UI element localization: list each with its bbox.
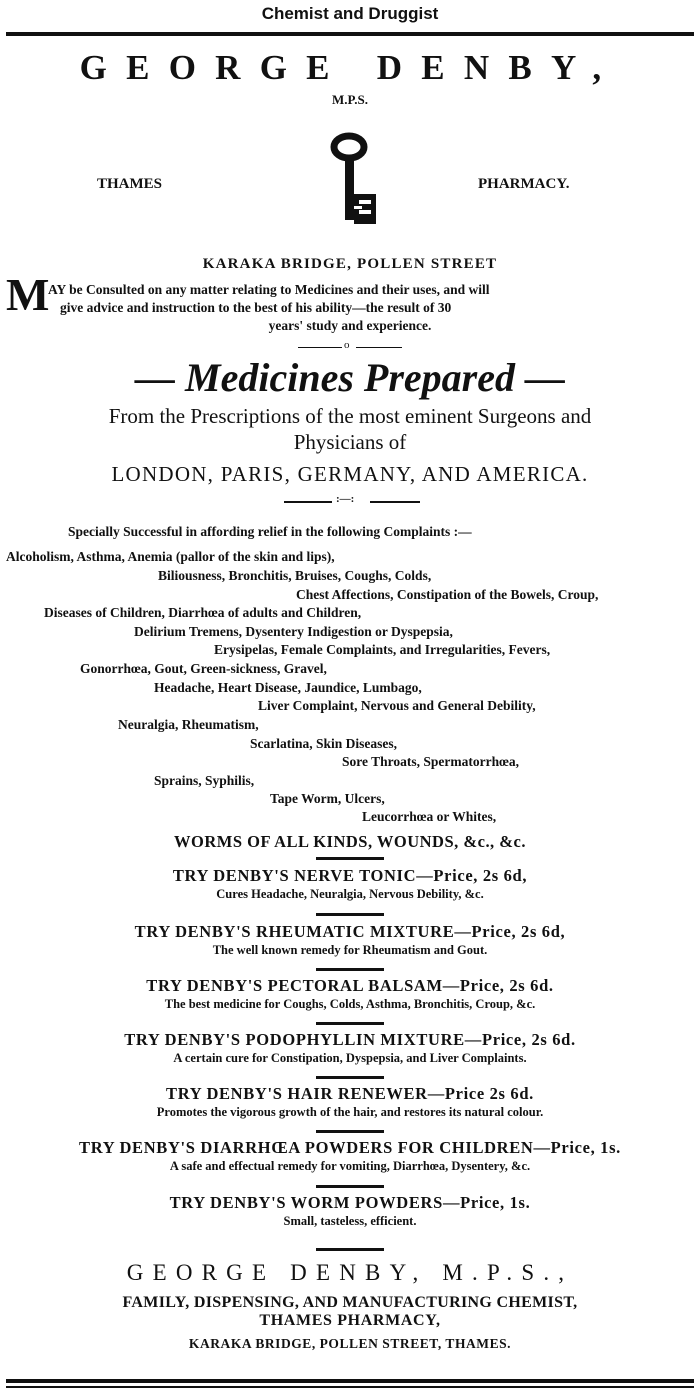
intro-line-2: give advice and instruction to the best of his ability—the result of 30 xyxy=(60,300,452,315)
bottom-rule-thick xyxy=(6,1379,694,1383)
product-title: TRY DENBY'S NERVE TONIC—Price, 2s 6d, xyxy=(172,866,528,885)
product-description: Small, tasteless, efficient. xyxy=(283,1214,417,1228)
complaint-item: Erysipelas, Female Complaints, and Irregularities, Fevers, xyxy=(214,642,551,657)
footer-line-2: THAMES PHARMACY, xyxy=(259,1312,441,1329)
top-rule xyxy=(6,32,694,36)
product-podophyllin-mixture xyxy=(0,1030,700,1066)
divider xyxy=(316,1022,384,1025)
product-description: A certain cure for Constipation, Dyspepsia, and Liver Complaints. xyxy=(173,1051,527,1065)
prescriptions-line-2: Physicians of xyxy=(293,430,407,454)
product-description: The best medicine for Coughs, Colds, Asthma, Bronchitis, Croup, &c. xyxy=(164,997,536,1011)
proprietor-name: GEORGE DENBY, xyxy=(79,48,621,87)
complaint-item: Diseases of Children, Diarrhœa of adults and Children, xyxy=(44,605,362,620)
divider-colon: :—: xyxy=(284,494,420,508)
medicines-prepared-heading: — Medicines Prepared — xyxy=(135,355,565,400)
drop-cap: M xyxy=(6,269,50,320)
product-pectoral-balsam xyxy=(0,976,700,1012)
complaint-item: Sprains, Syphilis, xyxy=(154,773,255,788)
product-title: TRY DENBY'S PECTORAL BALSAM—Price, 2s 6d. xyxy=(146,976,554,995)
bottom-rule-thin xyxy=(6,1386,694,1388)
product-diarrhoea-powders xyxy=(0,1138,700,1174)
divider xyxy=(316,1185,384,1188)
credential: M.P.S. xyxy=(332,92,368,107)
cities-line: LONDON, PARIS, GERMANY, AND AMERICA. xyxy=(111,462,589,486)
complaints-closing: WORMS OF ALL KINDS, WOUNDS, &c., &c. xyxy=(174,832,526,851)
divider xyxy=(316,1248,384,1251)
complaint-item: Biliousness, Bronchitis, Bruises, Coughs, Colds, xyxy=(158,568,432,583)
complaints-intro: Specially Successful in affording relief in the following Complaints :— xyxy=(68,524,472,539)
complaint-item: Gonorrhœa, Gout, Green-sickness, Gravel, xyxy=(80,661,327,676)
product-description: Promotes the vigorous growth of the hair, and restores its natural colour. xyxy=(156,1105,544,1119)
pharmacy-label: PHARMACY. xyxy=(478,176,570,192)
product-description: Cures Headache, Neuralgia, Nervous Debility, &c. xyxy=(216,887,484,901)
footer-line-3: KARAKA BRIDGE, POLLEN STREET, THAMES. xyxy=(188,1336,512,1351)
product-title: TRY DENBY'S RHEUMATIC MIXTURE—Price, 2s 6d, xyxy=(134,922,566,941)
product-rheumatic-mixture xyxy=(0,922,700,958)
divider xyxy=(316,968,384,971)
divider xyxy=(316,913,384,916)
product-title: TRY DENBY'S PODOPHYLLIN MIXTURE—Price, 2s 6d. xyxy=(124,1030,576,1049)
address-line: KARAKA BRIDGE, POLLEN STREET xyxy=(202,256,498,272)
complaint-item: Liver Complaint, Nervous and General Debility, xyxy=(258,698,536,713)
product-title: TRY DENBY'S HAIR RENEWER—Price 2s 6d. xyxy=(166,1084,534,1103)
product-title: TRY DENBY'S WORM POWDERS—Price, 1s. xyxy=(169,1193,531,1212)
product-worm-powders xyxy=(0,1193,700,1229)
complaint-item: Sore Throats, Spermatorrhœa, xyxy=(342,754,519,769)
complaint-item: Alcoholism, Asthma, Anemia (pallor of the skin and lips), xyxy=(6,549,335,564)
complaint-item: Delirium Tremens, Dysentery Indigestion or Dyspepsia, xyxy=(134,624,453,639)
complaint-item: Leucorrhœa or Whites, xyxy=(362,809,497,824)
complaint-item: Tape Worm, Ulcers, xyxy=(270,791,385,806)
thames-label: THAMES xyxy=(97,176,163,192)
product-description: A safe and effectual remedy for vomiting, Diarrhœa, Dysentery, &c. xyxy=(169,1159,531,1173)
prescriptions-line-1: From the Prescriptions of the most eminent Surgeons and xyxy=(108,404,592,428)
complaint-item: Headache, Heart Disease, Jaundice, Lumbago, xyxy=(154,680,422,695)
complaint-item: Scarlatina, Skin Diseases, xyxy=(250,736,398,751)
divider-o: o xyxy=(298,340,402,354)
intro-line-1: AY be Consulted on any matter relating to Medicines and their uses, and will xyxy=(48,282,490,297)
footer-line-1: FAMILY, DISPENSING, AND MANUFACTURING CHEMIST, xyxy=(122,1294,578,1311)
footer-name: GEORGE DENBY, M.P.S., xyxy=(126,1260,574,1285)
publication-header: Chemist and Druggist xyxy=(261,4,439,23)
complaint-item: Chest Affections, Constipation of the Bowels, Croup, xyxy=(296,587,599,602)
product-nerve-tonic xyxy=(0,866,700,902)
divider xyxy=(316,1130,384,1133)
divider xyxy=(316,857,384,860)
key-icon xyxy=(330,132,380,232)
product-hair-renewer xyxy=(0,1084,700,1120)
product-title: TRY DENBY'S DIARRHŒA POWDERS FOR CHILDREN—Price, 1s. xyxy=(79,1138,621,1157)
complaint-item: Neuralgia, Rheumatism, xyxy=(118,717,259,732)
divider xyxy=(316,1076,384,1079)
intro-line-3: years' study and experience. xyxy=(268,318,432,333)
product-description: The well known remedy for Rheumatism and Gout. xyxy=(212,943,488,957)
